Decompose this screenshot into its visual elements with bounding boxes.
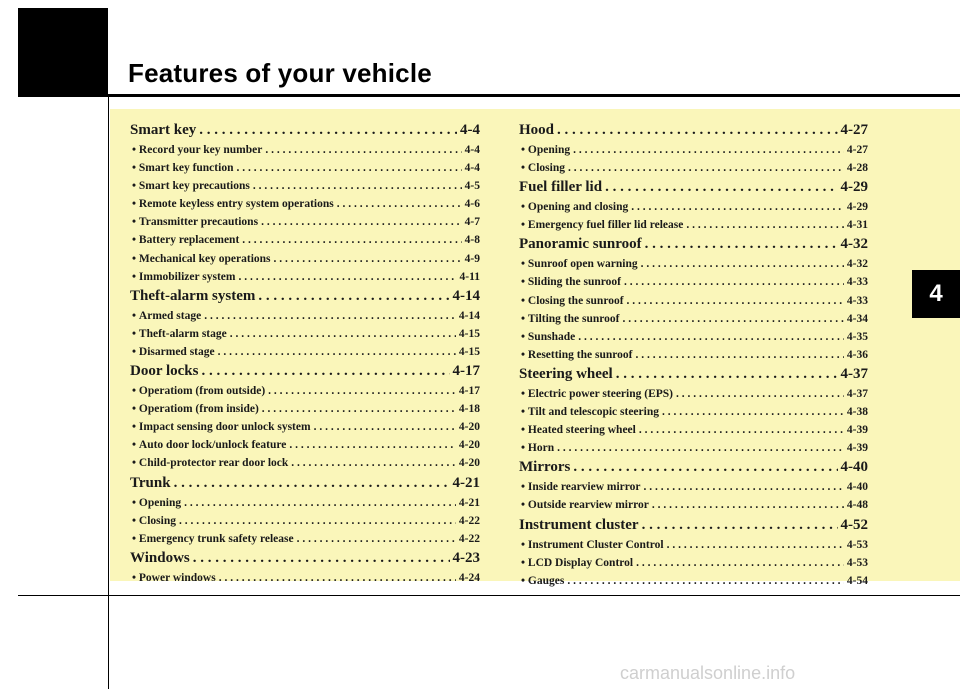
dot-leader — [253, 177, 462, 195]
entry-label: • Tilting the sunroof — [521, 310, 620, 328]
entry-label: • Heated steering wheel — [521, 421, 636, 439]
dot-leader — [289, 436, 456, 454]
page-number: 4-21 — [458, 496, 480, 509]
margin-line — [108, 94, 109, 689]
dot-leader — [616, 364, 838, 385]
toc-section-entry[interactable] — [519, 120, 868, 141]
dot-leader — [204, 307, 456, 325]
page-number: 4-33 — [846, 294, 868, 307]
entry-label: • Sliding the sunroof — [521, 273, 621, 291]
dot-leader — [662, 403, 844, 421]
page-number: 4-36 — [846, 348, 868, 361]
toc-sub-entry[interactable] — [519, 385, 868, 403]
entry-label: • Theft-alarm stage — [132, 325, 227, 343]
entry-label: Windows — [130, 549, 190, 566]
entry-label: • Tilt and telescopic steering — [521, 403, 659, 421]
entry-label: • Emergency fuel filler lid release — [521, 216, 683, 234]
dot-leader — [297, 530, 456, 548]
toc-sub-entry[interactable] — [519, 554, 868, 572]
dot-leader — [265, 141, 461, 159]
entry-label: • Sunshade — [521, 328, 575, 346]
entry-label: • Horn — [521, 439, 554, 457]
toc-section-entry[interactable] — [519, 457, 868, 478]
toc-sub-entry[interactable] — [519, 273, 868, 291]
page-number: 4-4 — [460, 122, 480, 138]
toc-sub-entry[interactable] — [130, 512, 480, 530]
page-number: 4-53 — [846, 556, 868, 569]
toc-left-column — [130, 120, 480, 587]
dot-leader — [199, 120, 457, 141]
toc-sub-entry[interactable] — [130, 195, 480, 213]
entry-label: Instrument cluster — [519, 516, 639, 533]
page-number: 4-6 — [464, 198, 480, 211]
toc-section-entry[interactable] — [130, 473, 480, 494]
entry-label: • Battery replacement — [132, 231, 239, 249]
entry-label: • Instrument Cluster Control — [521, 536, 664, 554]
watermark: carmanualsonline.info — [620, 663, 796, 683]
toc-sub-entry[interactable] — [130, 213, 480, 231]
dot-leader — [652, 496, 844, 514]
entry-label: • Operatiom (from outside) — [132, 382, 265, 400]
toc-sub-entry[interactable] — [519, 328, 868, 346]
toc-sub-entry[interactable] — [130, 418, 480, 436]
dot-leader — [639, 421, 844, 439]
toc-section-entry[interactable] — [519, 364, 868, 385]
page-number: 4-14 — [452, 287, 480, 304]
page-number: 4-52 — [840, 516, 868, 533]
entry-label: • Child-protector rear door lock — [132, 454, 288, 472]
dot-leader — [219, 569, 456, 587]
entry-label: • Mechanical key operations — [132, 250, 271, 268]
dot-leader — [636, 554, 844, 572]
title-rule — [18, 94, 960, 97]
entry-label: • Power windows — [132, 569, 216, 587]
page-number: 4-32 — [840, 236, 868, 253]
entry-label: • Closing — [521, 159, 565, 177]
entry-label: • Smart key precautions — [132, 177, 250, 195]
dot-leader — [184, 494, 456, 512]
entry-label: • Gauges — [521, 572, 564, 590]
toc-sub-entry[interactable] — [519, 572, 868, 590]
dot-leader — [557, 439, 844, 457]
entry-label: • Outside rearview mirror — [521, 496, 649, 514]
entry-label: • Inside rearview mirror — [521, 478, 641, 496]
entry-label: • Opening and closing — [521, 198, 628, 216]
page-number: 4-4 — [464, 144, 480, 156]
page-number: 4-34 — [846, 312, 868, 325]
page-number: 4-23 — [452, 549, 480, 566]
dot-leader — [573, 457, 837, 478]
dot-leader — [631, 198, 844, 216]
page-number: 4-54 — [846, 574, 868, 587]
entry-label: • Resetting the sunroof — [521, 346, 632, 364]
dot-leader — [201, 361, 449, 382]
page-number: 4-22 — [458, 532, 480, 545]
entry-label: • Remote keyless entry system operations — [132, 195, 334, 213]
toc-sub-entry[interactable] — [130, 325, 480, 343]
page-number: 4-27 — [846, 144, 868, 156]
dot-leader — [242, 231, 461, 249]
dot-leader — [623, 310, 844, 328]
toc-sub-entry[interactable] — [519, 346, 868, 364]
page-number: 4-39 — [846, 424, 868, 437]
toc-sub-entry[interactable] — [519, 496, 868, 514]
entry-label: Theft-alarm system — [130, 287, 256, 304]
toc-sub-entry[interactable] — [130, 250, 480, 268]
page-number: 4-27 — [840, 122, 868, 138]
dot-leader — [261, 213, 462, 231]
page-number: 4-20 — [458, 421, 480, 434]
entry-label: • Opening — [521, 141, 570, 159]
toc-sub-entry[interactable] — [519, 310, 868, 328]
toc-section-entry[interactable] — [130, 286, 480, 307]
dot-leader — [642, 515, 838, 536]
entry-label: Trunk — [130, 474, 171, 491]
dot-leader — [268, 382, 456, 400]
toc-sub-entry[interactable] — [519, 141, 868, 159]
toc-sub-entry[interactable] — [519, 159, 868, 177]
entry-label: • Auto door lock/unlock feature — [132, 436, 286, 454]
page-number: 4-4 — [464, 162, 480, 175]
entry-label: • Transmitter precautions — [132, 213, 258, 231]
entry-label: • Record your key number — [132, 141, 262, 159]
toc-sub-entry[interactable] — [130, 177, 480, 195]
entry-label: • Smart key function — [132, 159, 233, 177]
toc-right-column — [519, 120, 868, 590]
dot-leader — [641, 255, 844, 273]
dot-leader — [627, 292, 844, 310]
page-number: 4-37 — [840, 365, 868, 382]
dot-leader — [644, 478, 844, 496]
dot-leader — [262, 400, 456, 418]
toc-sub-entry[interactable] — [130, 436, 480, 454]
toc-section-entry[interactable] — [519, 177, 868, 198]
dot-leader — [236, 159, 461, 177]
entry-label: • Disarmed stage — [132, 343, 215, 361]
toc-section-entry[interactable] — [519, 234, 868, 255]
page-number: 4-33 — [846, 276, 868, 289]
toc-sub-entry[interactable] — [519, 198, 868, 216]
page-number: 4-18 — [458, 403, 480, 416]
dot-leader — [605, 177, 837, 198]
dot-leader — [573, 141, 844, 159]
entry-label: • Emergency trunk safety release — [132, 530, 294, 548]
page-number: 4-11 — [459, 270, 480, 283]
page-number: 4-32 — [846, 258, 868, 271]
page-number: 4-35 — [846, 330, 868, 343]
page-number: 4-31 — [846, 219, 868, 232]
toc-sub-entry[interactable] — [519, 478, 868, 496]
page-title: Features of your vehicle — [128, 58, 432, 88]
toc-sub-entry[interactable] — [130, 454, 480, 472]
chapter-tab[interactable]: 4 — [912, 270, 960, 318]
toc-sub-entry[interactable] — [130, 382, 480, 400]
toc-sub-entry[interactable] — [130, 530, 480, 548]
page-number: 4-29 — [846, 201, 868, 214]
corner-block — [18, 8, 108, 94]
toc-sub-entry[interactable] — [130, 400, 480, 418]
entry-label: • Opening — [132, 494, 181, 512]
dot-leader — [667, 536, 844, 554]
entry-label: Door locks — [130, 363, 199, 380]
page-number: 4-28 — [846, 162, 868, 175]
entry-label: • Operatiom (from inside) — [132, 400, 259, 418]
dot-leader — [645, 234, 838, 255]
page-number: 4-53 — [846, 538, 868, 551]
dot-leader — [258, 286, 449, 307]
dot-leader — [578, 328, 844, 346]
page-number: 4-40 — [846, 481, 868, 494]
toc-section-entry[interactable] — [130, 120, 480, 141]
dot-leader — [179, 512, 456, 530]
dot-leader — [676, 385, 844, 403]
entry-label: Hood — [519, 122, 555, 138]
toc-sub-entry[interactable] — [519, 403, 868, 421]
page-number: 4-39 — [846, 442, 868, 455]
toc-sub-entry[interactable] — [130, 268, 480, 286]
entry-label: Steering wheel — [519, 365, 613, 382]
dot-leader — [218, 343, 456, 361]
page-number: 4-17 — [458, 385, 480, 398]
toc-sub-entry[interactable] — [519, 439, 868, 457]
toc-sub-entry[interactable] — [130, 343, 480, 361]
toc-section-entry[interactable] — [130, 548, 480, 569]
entry-label: • LCD Display Control — [521, 554, 633, 572]
page-number: 4-37 — [846, 387, 868, 400]
page-number: 4-17 — [452, 363, 480, 380]
dot-leader — [230, 325, 456, 343]
bottom-rule — [18, 595, 960, 596]
page-number: 4-15 — [458, 345, 480, 358]
page-number: 4-14 — [458, 309, 480, 322]
dot-leader — [568, 159, 844, 177]
entry-label: Fuel filler lid — [519, 179, 603, 196]
entry-label: Smart key — [130, 122, 197, 138]
entry-label: • Electric power steering (EPS) — [521, 385, 673, 403]
toc-sub-entry[interactable] — [519, 421, 868, 439]
page-number: 4-15 — [458, 327, 480, 340]
toc-sub-entry[interactable] — [130, 159, 480, 177]
dot-leader — [193, 548, 450, 569]
page-number: 4-22 — [458, 514, 480, 527]
page-number: 4-20 — [458, 457, 480, 470]
entry-label: • Armed stage — [132, 307, 201, 325]
dot-leader — [686, 216, 844, 234]
toc-section-entry[interactable] — [130, 361, 480, 382]
dot-leader — [238, 268, 456, 286]
toc-sub-entry[interactable] — [519, 292, 868, 310]
page-number: 4-24 — [458, 571, 480, 584]
page-number: 4-8 — [464, 234, 480, 247]
page-number: 4-40 — [840, 459, 868, 476]
toc-sub-entry[interactable] — [130, 307, 480, 325]
dot-leader — [291, 454, 456, 472]
entry-label: Mirrors — [519, 459, 571, 476]
toc-sub-entry[interactable] — [519, 255, 868, 273]
dot-leader — [314, 418, 456, 436]
dot-leader — [337, 195, 462, 213]
dot-leader — [635, 346, 843, 364]
dot-leader — [174, 473, 450, 494]
entry-label: • Closing the sunroof — [521, 292, 624, 310]
page-number: 4-5 — [464, 180, 480, 193]
page-number: 4-48 — [846, 499, 868, 512]
dot-leader — [274, 250, 462, 268]
entry-label: • Immobilizer system — [132, 268, 235, 286]
page-number: 4-20 — [458, 439, 480, 452]
entry-label: Panoramic sunroof — [519, 236, 642, 253]
toc-sub-entry[interactable] — [130, 569, 480, 587]
dot-leader — [624, 273, 844, 291]
toc-section-entry[interactable] — [519, 515, 868, 536]
page-number: 4-21 — [452, 474, 480, 491]
page-number: 4-9 — [464, 252, 480, 265]
toc-sub-entry[interactable] — [130, 141, 480, 159]
dot-leader — [567, 572, 844, 590]
entry-label: • Closing — [132, 512, 176, 530]
page-number: 4-29 — [840, 179, 868, 196]
toc-sub-entry[interactable] — [519, 216, 868, 234]
page-number: 4-38 — [846, 406, 868, 419]
toc-sub-entry[interactable] — [130, 231, 480, 249]
toc-sub-entry[interactable] — [130, 494, 480, 512]
entry-label: • Sunroof open warning — [521, 255, 638, 273]
entry-label: • Impact sensing door unlock system — [132, 418, 311, 436]
dot-leader — [557, 120, 837, 141]
toc-sub-entry[interactable] — [519, 536, 868, 554]
page-number: 4-7 — [464, 216, 480, 229]
